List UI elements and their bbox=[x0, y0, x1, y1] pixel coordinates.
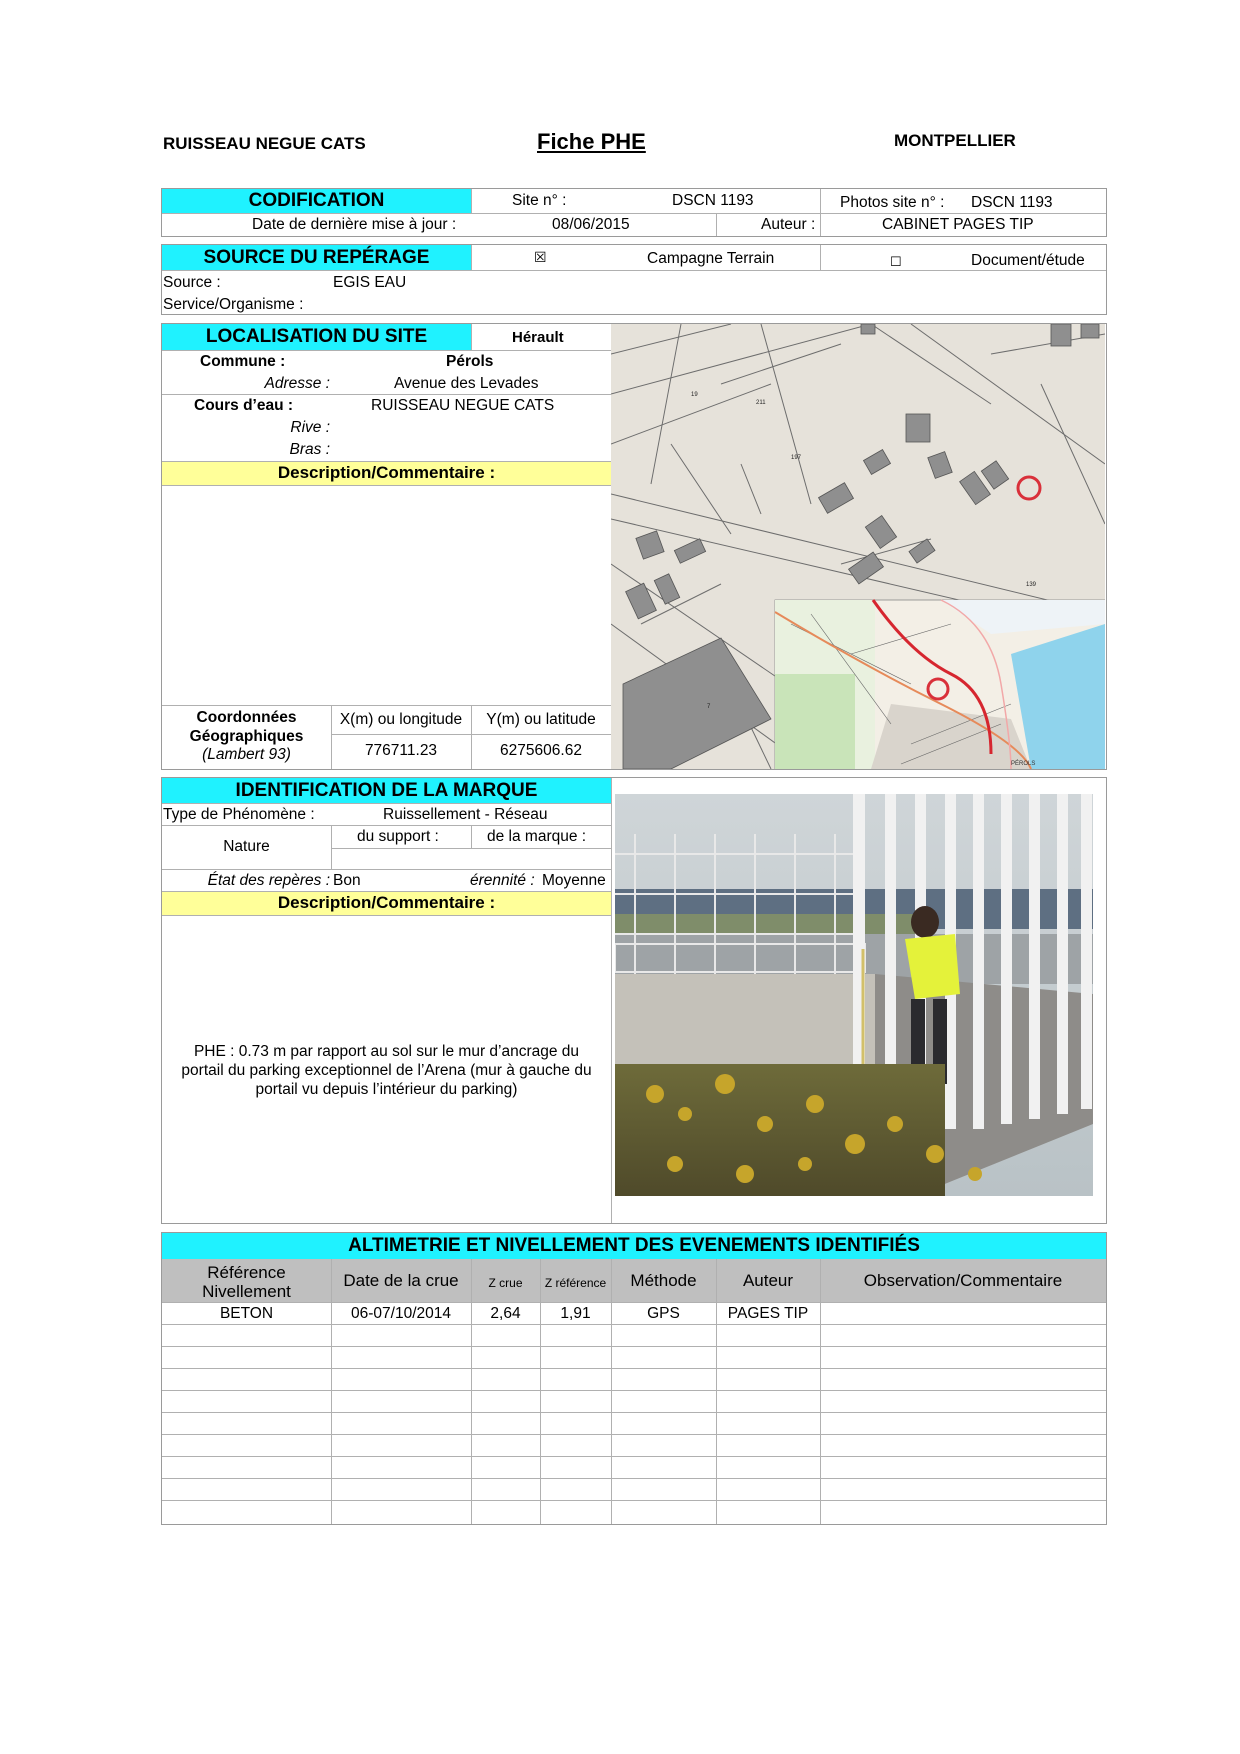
departement: Hérault bbox=[512, 329, 564, 346]
codification-title: CODIFICATION bbox=[248, 190, 385, 211]
commune-value: Pérols bbox=[446, 353, 494, 370]
perennite-label: érennité : bbox=[470, 872, 535, 889]
site-number-value: DSCN 1193 bbox=[672, 192, 754, 209]
mark-description-line1: PHE : 0.73 m par rapport au sol sur le mur d’ancrage du bbox=[193, 1043, 580, 1060]
localisation-desc-title: Description/Commentaire : bbox=[277, 463, 496, 482]
parcel-label: 7 bbox=[707, 704, 711, 710]
x-coord-label: X(m) ou longitude bbox=[339, 711, 463, 728]
inset-town-label: PÉROLS bbox=[1011, 761, 1036, 767]
y-coord-label: Y(m) ou latitude bbox=[486, 711, 596, 728]
campagne-terrain-label: Campagne Terrain bbox=[647, 250, 775, 267]
altimetrie-title: ALTIMETRIE ET NIVELLEMENT DES EVENEMENTS IDENTIFIÉS bbox=[348, 1235, 920, 1256]
identification-title: IDENTIFICATION DE LA MARQUE bbox=[235, 780, 538, 801]
coord-label-3: (Lambert 93) bbox=[202, 746, 291, 763]
col-ref-nivellement-line1: Référence bbox=[207, 1263, 286, 1282]
author-label: Auteur : bbox=[761, 216, 816, 233]
mark-photo bbox=[615, 794, 1093, 1196]
support-label: du support : bbox=[357, 828, 439, 845]
author-value: CABINET PAGES TIP bbox=[882, 216, 1034, 233]
document-etude-checkbox[interactable]: ☐ bbox=[890, 254, 902, 269]
cell-methode: GPS bbox=[647, 1305, 680, 1322]
adresse-value: Avenue des Levades bbox=[394, 375, 539, 392]
parcel-label: 211 bbox=[756, 400, 766, 406]
campagne-terrain-checkbox[interactable]: ☒ bbox=[534, 249, 547, 265]
identification-desc-title: Description/Commentaire : bbox=[277, 893, 496, 912]
perennite-value: Moyenne bbox=[542, 872, 606, 889]
col-date-crue: Date de la crue bbox=[343, 1271, 459, 1290]
source-label: Source : bbox=[163, 274, 221, 291]
cell-z-crue: 2,64 bbox=[490, 1305, 521, 1322]
nature-label: Nature bbox=[223, 838, 270, 855]
parcel-label: 197 bbox=[791, 455, 802, 461]
etat-reperes-label: État des repères : bbox=[207, 872, 330, 889]
col-auteur: Auteur bbox=[742, 1271, 794, 1290]
col-observation: Observation/Commentaire bbox=[863, 1271, 1063, 1290]
document-etude-label: Document/étude bbox=[971, 252, 1085, 269]
col-z-crue: Z crue bbox=[488, 1276, 523, 1290]
col-methode: Méthode bbox=[630, 1271, 697, 1290]
header-city: MONTPELLIER bbox=[894, 131, 1016, 150]
cours-eau-value: RUISSEAU NEGUE CATS bbox=[371, 397, 555, 414]
cadastral-map bbox=[611, 324, 1105, 769]
update-date-value: 08/06/2015 bbox=[552, 216, 630, 233]
cell-reference: BETON bbox=[219, 1305, 274, 1322]
bras-label: Bras : bbox=[289, 441, 330, 458]
phenomene-type-value: Ruissellement - Réseau bbox=[383, 806, 548, 823]
phenomene-type-label: Type de Phénomène : bbox=[163, 806, 315, 823]
service-value: EGIS EAU bbox=[333, 274, 407, 291]
photos-number-value: DSCN 1193 bbox=[971, 194, 1053, 211]
header-site-name: RUISSEAU NEGUE CATS bbox=[163, 134, 366, 153]
mark-description-line2: portail du parking exceptionnel de l’Arena (mur à gauche du bbox=[181, 1062, 592, 1079]
page-title: Fiche PHE bbox=[537, 129, 646, 154]
site-number-label: Site n° : bbox=[512, 192, 567, 209]
parcel-label: 19 bbox=[691, 392, 698, 398]
x-coord-value: 776711.23 bbox=[364, 742, 438, 759]
mark-description-line3: portail vu depuis l’intérieur du parking) bbox=[255, 1081, 518, 1098]
rive-label: Rive : bbox=[290, 419, 330, 436]
commune-label: Commune : bbox=[200, 353, 286, 370]
parcel-label: 139 bbox=[1026, 582, 1037, 588]
inset-location-map bbox=[775, 600, 1105, 769]
coord-label-2: Géographiques bbox=[189, 728, 304, 745]
y-coord-value: 6275606.62 bbox=[500, 742, 582, 759]
cell-z-reference: 1,91 bbox=[560, 1305, 591, 1322]
localisation-title: LOCALISATION DU SITE bbox=[205, 326, 428, 347]
photos-number-label: Photos site n° : bbox=[840, 194, 945, 211]
update-date-label: Date de dernière mise à jour : bbox=[252, 216, 457, 233]
source-title: SOURCE DU REPÉRAGE bbox=[203, 247, 430, 268]
col-z-reference: Z référence bbox=[544, 1276, 607, 1290]
etat-reperes-value: Bon bbox=[333, 872, 361, 889]
marque-label: de la marque : bbox=[487, 828, 587, 845]
cell-auteur: PAGES TIP bbox=[727, 1305, 809, 1322]
cell-date-crue: 06-07/10/2014 bbox=[351, 1305, 451, 1322]
col-ref-nivellement-line2: Nivellement bbox=[202, 1282, 291, 1301]
service-label: Service/Organisme : bbox=[163, 296, 304, 313]
coord-label-1: Coordonnées bbox=[196, 709, 297, 726]
cours-eau-label: Cours d’eau : bbox=[194, 397, 294, 414]
adresse-label: Adresse : bbox=[264, 375, 330, 392]
